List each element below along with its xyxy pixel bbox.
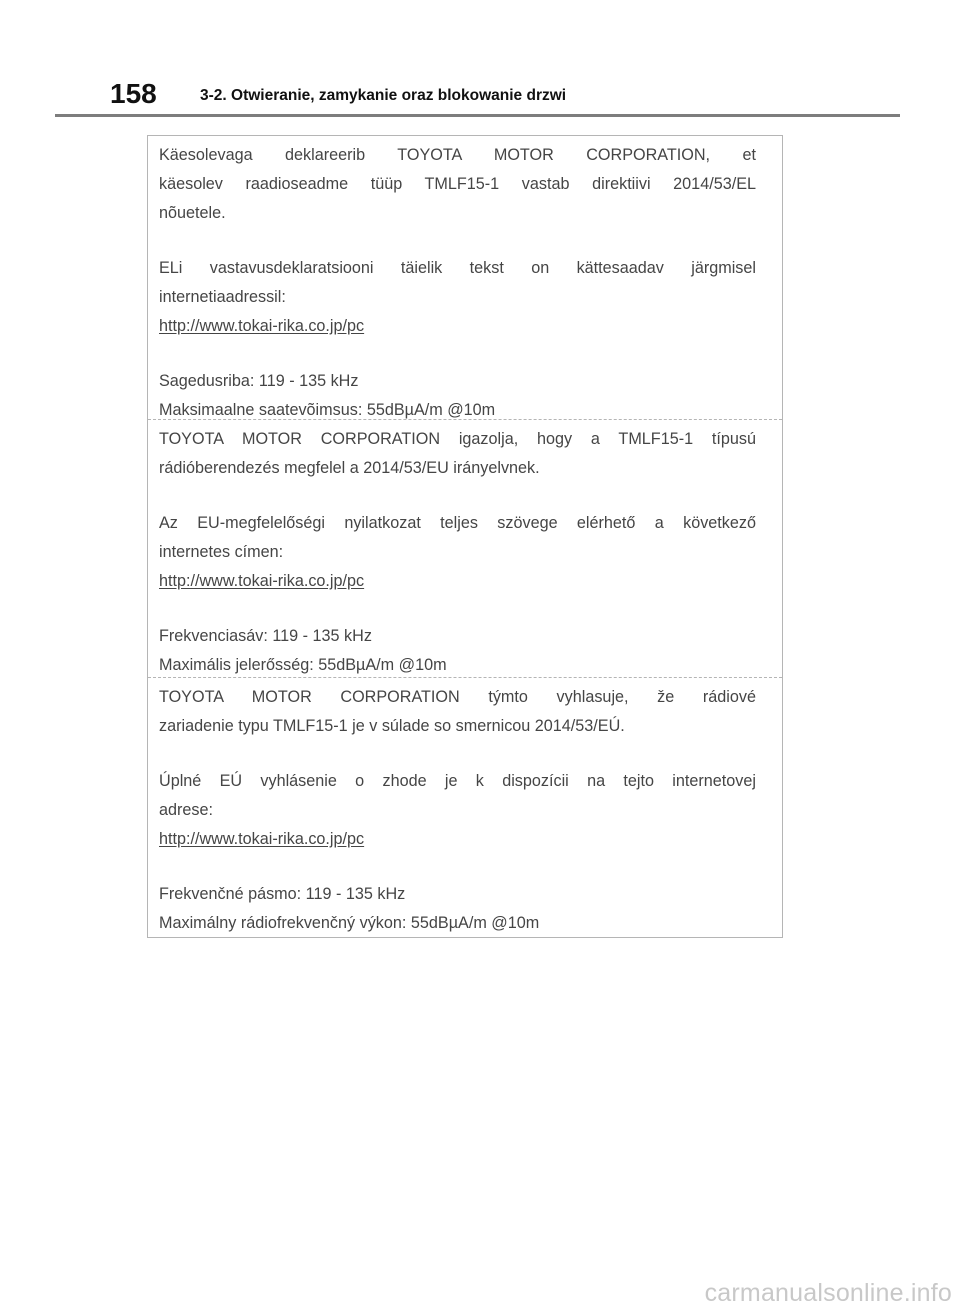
availability-line: adrese:: [159, 801, 213, 819]
specs-paragraph: [159, 880, 756, 938]
declaration-url-link[interactable]: http://www.tokai-rika.co.jp/pc: [159, 830, 365, 848]
specs-paragraph: [159, 622, 756, 680]
frequency-band: Frekvenčné pásmo: 119 - 135 kHz: [159, 885, 406, 903]
specs-paragraph: [159, 367, 756, 425]
declaration-url-link[interactable]: http://www.tokai-rika.co.jp/pc: [159, 572, 365, 590]
availability-line: internetiaadressil:: [159, 288, 286, 306]
declaration-line: rádióberendezés megfelel a 2014/53/EU irányelvnek.: [159, 459, 540, 477]
availability-paragraph: [159, 509, 756, 596]
watermark: carmanualsonline.info: [704, 1279, 952, 1307]
declaration-line: zariadenie typu TMLF15-1 je v súlade so smernicou 2014/53/EÚ.: [159, 717, 625, 735]
frequency-band: Sagedusriba: 119 - 135 kHz: [159, 372, 359, 390]
declaration-url-link[interactable]: http://www.tokai-rika.co.jp/pc: [159, 317, 365, 335]
availability-paragraph: [159, 767, 756, 854]
availability-line: Úplné EÚ vyhlásenie o zhode je k dispozícii na tejto internetovej: [159, 772, 756, 790]
declaration-paragraph: [159, 683, 756, 741]
declaration-box: [147, 135, 783, 938]
declaration-line: TOYOTA MOTOR CORPORATION igazolja, hogy a TMLF15-1 típusú: [159, 430, 756, 448]
availability-paragraph: [159, 254, 756, 341]
page-header: [55, 78, 900, 117]
declaration-line: käesolev raadioseadme tüüp TMLF15-1 vastab direktiivi 2014/53/EL: [159, 175, 756, 193]
section-title: 3-2. Otwieranie, zamykanie oraz blokowanie drzwi: [200, 87, 567, 104]
declaration-paragraph: [159, 141, 756, 228]
declaration-line: TOYOTA MOTOR CORPORATION týmto vyhlasuje, že rádiové: [159, 688, 756, 706]
declaration-section-estonian: [148, 136, 782, 419]
frequency-band: Frekvenciasáv: 119 - 135 kHz: [159, 627, 372, 645]
max-power: Maksimaalne saatevõimsus: 55dBµA/m @10m: [159, 401, 496, 419]
page-number: 158: [110, 78, 157, 109]
declaration-paragraph: [159, 425, 756, 483]
declaration-section-hungarian: [148, 419, 782, 677]
max-power: Maximális jelerősség: 55dBµA/m @10m: [159, 656, 447, 674]
declaration-line: nõuetele.: [159, 204, 226, 222]
availability-line: Az EU-megfelelőségi nyilatkozat teljes szövege elérhető a következő: [159, 514, 756, 532]
availability-line: internetes címen:: [159, 543, 284, 561]
declaration-line: Käesolevaga deklareerib TOYOTA MOTOR CORPORATION, et: [159, 146, 756, 164]
availability-line: ELi vastavusdeklaratsiooni täielik tekst on kättesaadav järgmisel: [159, 259, 756, 277]
declaration-section-slovak: [148, 677, 782, 939]
max-power: Maximálny rádiofrekvenčný výkon: 55dBµA/m @10m: [159, 914, 540, 932]
